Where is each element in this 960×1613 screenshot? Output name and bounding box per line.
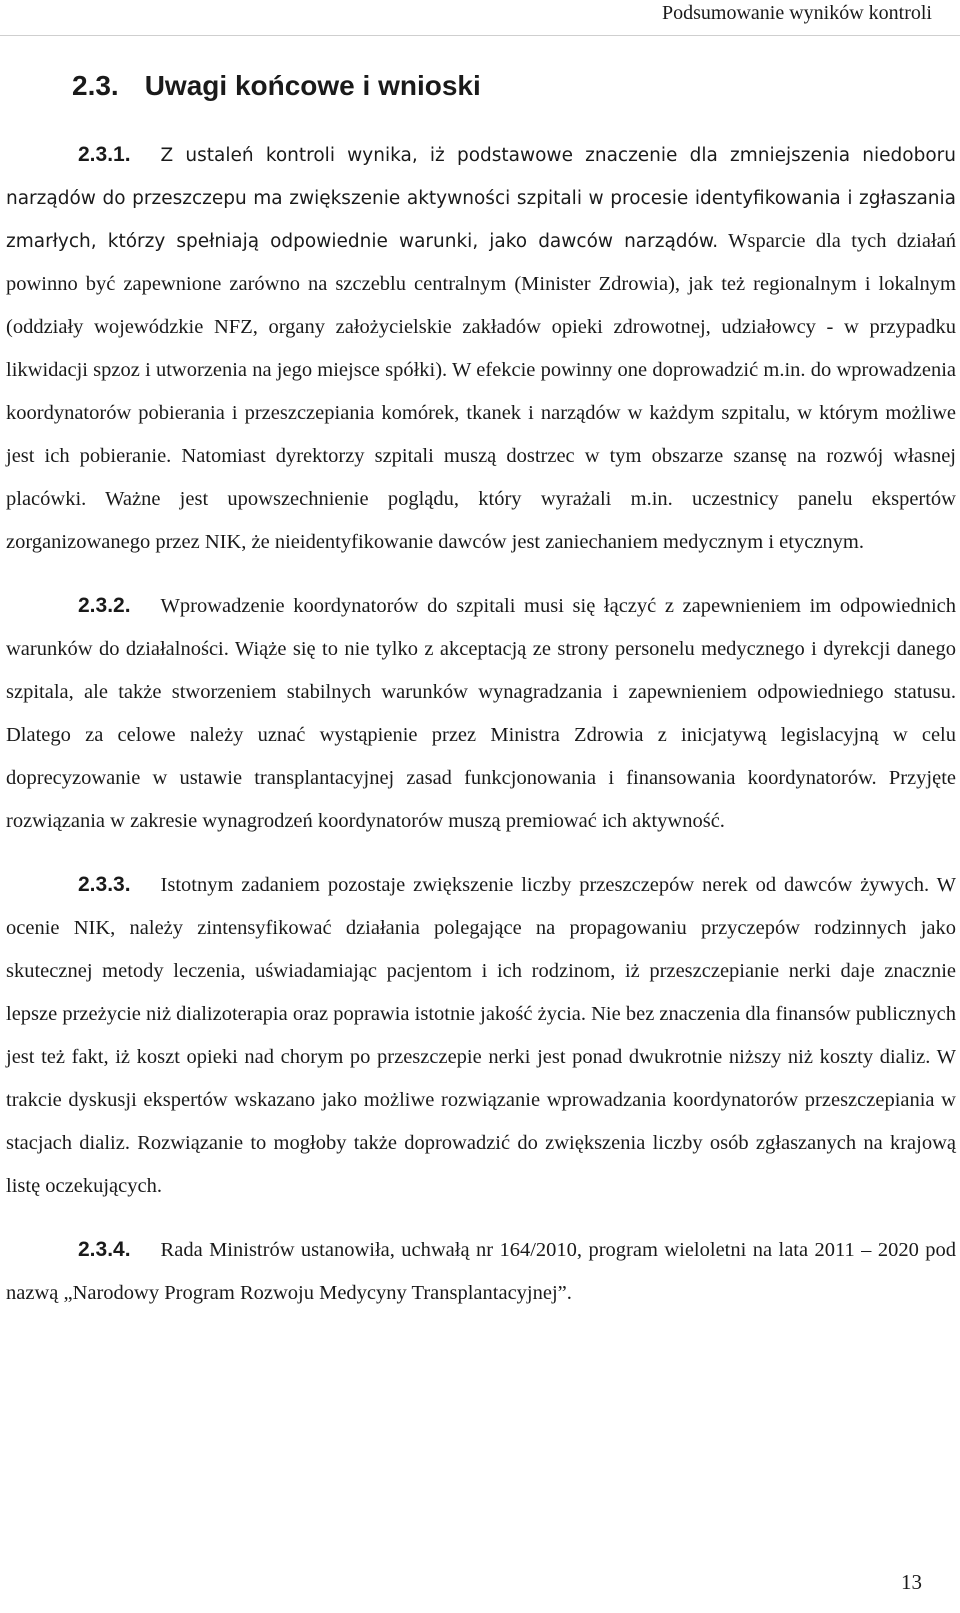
running-header: Podsumowanie wyników kontroli	[662, 2, 932, 24]
paragraph-text-part-a: Z ustaleń kontroli wynika, iż podstawowe znaczenie dla zmniejszenia niedoboru narządów do przeszczepu ma zwiększenie aktywności szpitali w procesie identyfikowania i zgłaszania zmarłych, którzy spełniają odpowiednie warunki, jako dawców narządów.	[6, 145, 956, 252]
header-divider	[0, 35, 960, 36]
document-body	[6, 133, 956, 1315]
paragraph-number: 2.3.4.	[78, 1238, 131, 1261]
paragraph-text: Istotnym zadaniem pozostaje zwiększenie liczby przeszczepów nerek od dawców żywych. W ocenie NIK, należy zintensyfikować działania polegające na propagowaniu przyczepów rodzinnych jako skutecznej metody leczenia, uświadamiając pacjentom i ich rodzinom, iż przeszczepianie nerki daje znacznie lepsze przeżycie niż dializoterapia oraz poprawia istotnie jakość życia. Nie bez znaczenia dla finansów publicznych jest też fakt, iż koszt opieki nad chorym po przeszczepie nerki jest ponad dwukrotnie niższy niż koszty dializ. W trakcie dyskusji ekspertów wskazano jako możliwe rozwiązanie wprowadzania koordynatorów przeszczepiania w stacjach dializ. Rozwiązanie to mogłoby także doprowadzić do zwiększenia liczby osób zgłaszanych na krajową listę oczekujących.	[6, 874, 956, 1197]
page-number: 13	[901, 1570, 922, 1594]
section-title: Uwagi końcowe i wnioski	[144, 70, 481, 101]
paragraph-number: 2.3.3.	[78, 873, 131, 896]
paragraph-2-3-1	[6, 133, 956, 564]
paragraph-text: Rada Ministrów ustanowiła, uchwałą nr 164/2010, program wieloletni na lata 2011 – 2020 pod nazwą „Narodowy Program Rozwoju Medycyny Transplantacyjnej”.	[6, 1239, 956, 1304]
section-number: 2.3.	[72, 70, 119, 101]
paragraph-text: Wprowadzenie koordynatorów do szpitali musi się łączyć z zapewnieniem im odpowiednich warunków do działalności. Wiąże się to nie tylko z akceptacją ze strony personelu medycznego i dyrekcji danego szpitala, ale także stworzeniem stabilnych warunków wynagradzania i zapewnieniem odpowiedniego statusu. Dlatego za celowe należy uznać wystąpienie przez Ministra Zdrowia z inicjatywą legislacyjną w celu doprecyzowanie w ustawie transplantacyjnej zasad funkcjonowania i finansowania koordynatorów. Przyjęte rozwiązania w zakresie wynagrodzeń koordynatorów muszą premiować ich aktywność.	[6, 595, 956, 832]
paragraph-number: 2.3.1.	[78, 143, 131, 166]
paragraph-text-part-b: Wsparcie dla tych działań powinno być zapewnione zarówno na szczeblu centralnym (Minister Zdrowia), jak też regionalnym i lokalnym (oddziały wojewódzkie NFZ, organy założycielskie zakładów opieki zdrowotnej, udziałowcy - w przypadku likwidacji spzoz i utworzenia na jego miejsce spółki). W efekcie powinny one doprowadzić m.in. do wprowadzenia koordynatorów pobierania i przeszczepiania komórek, tkanek i narządów w każdym szpitalu, w którym możliwe jest ich pobieranie. Natomiast dyrektorzy szpitali muszą dostrzec w tym obszarze szansę na rozwój własnej placówki. Ważne jest upowszechnienie poglądu, który wyrażali m.in. uczestnicy panelu ekspertów zorganizowanego przez NIK, że nieidentyfikowanie dawców jest zaniechaniem medycznym i etycznym.	[6, 230, 956, 553]
paragraph-number: 2.3.2.	[78, 594, 131, 617]
section-heading	[72, 70, 481, 102]
paragraph-2-3-4	[6, 1228, 956, 1315]
paragraph-2-3-3	[6, 863, 956, 1208]
paragraph-2-3-2	[6, 584, 956, 843]
